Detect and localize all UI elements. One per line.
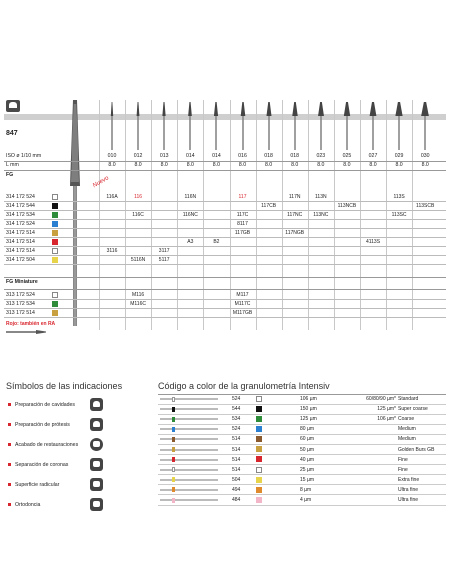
bur-size-icon [159,100,169,150]
fg-label: FG [6,172,14,178]
bur-shank-icon [160,408,218,410]
grain-description: Golden Burs GB [398,446,435,453]
bur-color-ring [172,467,175,472]
product-code: 117C [236,212,249,218]
product-code: B2 [213,239,220,245]
indication-label: Superficie radicular [15,482,60,488]
product-code: 113S [393,194,405,200]
product-code: 113SCB [416,203,435,209]
indication-label: Separación de coronas [15,462,69,468]
size-value: 010 [107,153,117,159]
product-code: 116C [132,212,144,218]
model-number: 847 [6,130,18,137]
grit-color-swatch [52,230,58,236]
bur-profile-drawing [60,96,90,336]
size-value: 013 [159,153,169,159]
grit-color-swatch [52,310,58,316]
column-divider [282,100,283,330]
bullet-icon [8,443,11,446]
mini-ref: 313 172 534 [6,301,35,307]
length-value: 8.0 [395,162,403,168]
grain-size: 106 µm [300,396,317,402]
bur-size-icon [290,100,300,150]
bur-shank-icon [160,469,218,471]
grit-color-swatch [52,292,58,298]
bullet-icon [8,483,11,486]
length-value: 8.0 [160,162,168,168]
size-value: 029 [394,153,404,159]
orthodontics-icon-inner [93,501,100,507]
bur-size-icon [133,100,143,150]
size-value: 025 [342,153,352,159]
grain-color-swatch [256,456,262,462]
grit-color-swatch [52,221,58,227]
grain-code: 524 [232,426,241,433]
indication-label: Acabado de restauraciones [15,442,79,448]
grain-legacy-size: 106 µm* [377,416,396,423]
bur-size-icon [264,100,274,150]
symbols-title: Símbolos de las indicaciones [6,381,123,391]
bur-size-icon [342,100,352,150]
grain-description: Ultra fine [398,497,419,503]
bur-shank-icon [160,449,218,451]
grain-size: 80 µm [300,426,314,433]
column-divider [203,100,204,330]
bur-shank-icon [160,418,218,420]
product-code: 116NC [182,212,198,218]
grain-code: 514 [232,436,241,443]
product-code: 113N [315,194,327,200]
bur-shank-icon [160,489,218,491]
mini-ref: 313 172 524 [6,292,35,298]
length-value: 8.0 [291,162,299,168]
bur-color-ring [172,437,175,442]
root-surface-icon-inner [93,481,100,487]
bullet-icon [8,503,11,506]
product-code: M116 [132,292,145,298]
crown-separation-icon-inner [93,461,100,467]
column-divider [308,100,309,330]
fg-ref: 314 172 524 [6,221,35,227]
grain-description: Medium [398,436,416,443]
grain-code: 484 [232,497,241,503]
grain-code: 534 [232,416,241,423]
bur-color-ring [172,477,175,482]
grain-description: Fine [398,456,408,463]
grain-color-swatch [256,406,262,412]
bur-size-icon [420,100,430,150]
indication-label: Preparación de cavidades [15,402,75,408]
bur-size-icon [238,100,248,150]
column-divider [386,100,387,330]
grain-code: 494 [232,486,241,493]
bullet-icon [8,463,11,466]
grain-size: 4 µm [300,497,312,503]
bur-color-ring [172,498,175,503]
size-value: 014 [185,153,195,159]
column-divider [125,100,126,330]
grain-color-swatch [256,416,262,422]
grain-size: 15 µm [300,476,314,483]
indication-label: Ortodoncia [15,502,41,508]
size-value: 016 [238,153,247,159]
grain-title: Código a color de la granulometría Intensiv [158,381,330,391]
size-value: 012 [133,153,143,159]
grain-size: 8 µm [300,486,312,493]
product-code: 117NGB [285,230,305,236]
bur-shank-icon [160,479,218,481]
bur-size-icon [394,100,404,150]
product-code: 117CB [261,203,277,209]
indication-label: Preparación de prótesis [15,422,70,428]
column-divider [230,100,231,330]
bur-size-icon [107,100,117,150]
mini-ref: 313 172 514 [6,310,35,316]
column-divider [99,100,100,330]
grain-code: 514 [232,456,241,463]
grit-color-swatch [52,248,58,254]
grit-color-swatch [52,194,58,200]
size-value: 023 [316,153,326,159]
product-code: M117 [236,292,249,298]
product-code: M116C [130,301,146,307]
fg-ref: 314 172 514 [6,248,35,254]
fg-ref: 314 172 534 [6,212,35,218]
length-value: 8.0 [264,162,273,168]
product-code: 3117 [158,248,170,254]
grain-legacy-size: 125 µm* [377,406,396,413]
grit-color-swatch [52,301,58,307]
length-label: L mm [6,162,19,168]
product-code: 116 [134,194,143,200]
grain-size: 50 µm [300,446,314,453]
prosthesis-prep-icon-inner [93,421,100,427]
column-divider [256,100,257,330]
grain-color-swatch [256,487,262,493]
grain-color-swatch [256,467,262,473]
grain-description: Ultra fine [398,486,419,493]
product-code: 5116N [130,257,146,263]
bur-shank-icon [160,398,218,400]
grain-description: Super coarse [398,406,428,413]
iso-label: ISO ø 1/10 mm [6,153,42,159]
bullet-icon [8,403,11,406]
bullet-icon [8,423,11,426]
size-value: 018 [264,153,273,159]
bur-color-ring [172,487,175,492]
fg-ref: 314 172 524 [6,194,35,200]
size-value: 027 [368,153,378,159]
product-code: 117 [238,194,247,200]
bur-color-ring [172,427,175,432]
product-code: 113SC [391,212,407,218]
bur-shank-icon [160,438,218,440]
column-divider [360,100,361,330]
small-bur-icon [6,329,46,335]
column-divider [177,100,178,330]
grain-description: Fine [398,466,408,473]
grain-code: 544 [232,406,241,413]
product-code: 4113S [365,239,381,245]
grain-size: 125 µm [300,416,317,423]
bur-color-ring [172,407,175,412]
product-code: 116A [106,194,118,200]
product-code: 3116 [106,248,118,254]
fg-ref: 314 172 544 [6,203,35,209]
length-value: 8.0 [343,162,351,168]
grain-description: Extra fine [398,476,420,483]
grain-description: Medium [398,426,416,433]
grain-size: 40 µm [300,456,314,463]
length-value: 8.0 [317,162,325,168]
fg-ref: 314 172 504 [6,257,35,263]
product-code: 5117 [158,257,170,263]
size-value: 030 [420,153,430,159]
fg-ref: 314 172 514 [6,239,35,245]
size-value: 018 [290,153,300,159]
grit-color-swatch [52,212,58,218]
bur-size-icon [185,100,195,150]
grain-color-swatch [256,446,262,452]
nuevo-badge: Nuevo [92,175,111,190]
grain-size: 150 µm [300,406,317,413]
grain-code: 514 [232,466,241,473]
grain-color-swatch [256,426,262,432]
bur-color-ring [172,417,175,422]
grit-color-swatch [52,257,58,263]
cavity-prep-icon-inner [9,102,17,108]
bur-shank-icon [160,459,218,461]
grain-color-swatch [256,497,262,503]
rojo-note: Rojo: también en RA [6,321,56,327]
product-code: 113NCB [337,203,357,209]
product-code: M117C [234,301,251,307]
product-code: 113NC [313,212,329,218]
grain-size: 25 µm [300,466,314,473]
grit-color-swatch [52,239,58,245]
restoration-finish-icon-inner [93,441,100,447]
length-value: 8.0 [186,162,194,168]
column-divider [412,100,413,330]
grain-code: 514 [232,446,241,453]
mini-label: FG Miniature [6,279,38,285]
grain-color-swatch [256,396,262,402]
fg-ref: 314 172 514 [6,230,35,236]
product-code: 117GB [234,230,251,236]
bur-size-icon [211,100,221,150]
product-code: A3 [187,239,194,245]
grain-description: Standard [398,396,419,402]
grain-legacy-size: 60/80/90 µm* [366,396,396,402]
length-value: 8.0 [108,162,116,168]
size-value: 014 [212,153,221,159]
product-code: M117GB [232,310,253,316]
cavity-prep-icon-inner [93,401,100,407]
grain-description: Coarse [398,416,415,423]
grain-size: 60 µm [300,436,314,443]
column-divider [334,100,335,330]
product-code: 117NC [287,212,303,218]
bur-color-ring [172,447,175,452]
bur-size-icon [316,100,326,150]
length-value: 8.0 [421,162,429,168]
product-code: 116N [184,194,197,200]
length-value: 8.0 [212,162,220,168]
product-code: 8117 [237,221,248,227]
length-value: 8.0 [369,162,377,168]
bur-color-ring [172,397,175,402]
length-value: 8.0 [238,162,247,168]
bur-shank-icon [160,428,218,430]
grain-color-swatch [256,436,262,442]
bur-size-icon [368,100,378,150]
length-value: 8.0 [134,162,142,168]
product-code: 117N [288,194,301,200]
grain-code: 504 [232,476,241,483]
column-divider [151,100,152,330]
bur-color-ring [172,457,175,462]
grain-color-swatch [256,477,262,483]
bur-shank-icon [160,499,218,501]
grit-color-swatch [52,203,58,209]
grain-code: 524 [232,396,241,402]
